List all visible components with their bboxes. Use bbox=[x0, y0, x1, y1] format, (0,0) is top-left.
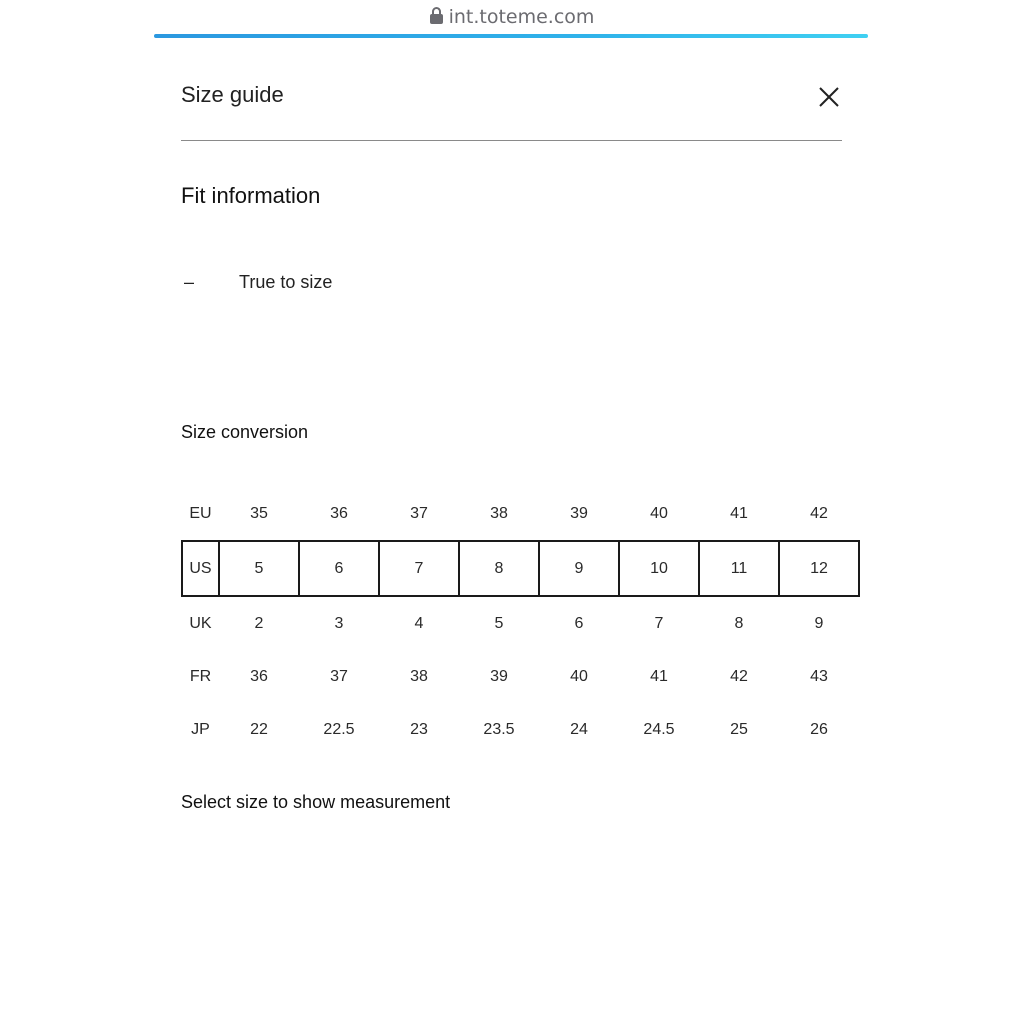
size-cell[interactable]: 8 bbox=[459, 541, 539, 596]
size-cell[interactable]: 40 bbox=[570, 667, 588, 685]
size-cell[interactable]: 6 bbox=[574, 614, 584, 632]
size-row-us bbox=[182, 541, 859, 596]
size-cell[interactable]: 5 bbox=[219, 541, 299, 596]
measurement-hint: Select size to show measurement bbox=[181, 792, 451, 812]
fit-item bbox=[181, 272, 332, 293]
page-title: Size guide bbox=[181, 82, 284, 107]
size-cell[interactable]: 23 bbox=[410, 720, 428, 738]
size-cell[interactable]: 23.5 bbox=[483, 720, 515, 738]
size-cell[interactable]: 3 bbox=[334, 614, 344, 632]
size-conversion-table bbox=[181, 487, 860, 756]
page-load-progress-bar bbox=[154, 34, 868, 38]
size-cell[interactable]: 41 bbox=[650, 667, 668, 685]
size-cell[interactable]: 24 bbox=[570, 720, 588, 738]
size-system-label: FR bbox=[189, 667, 212, 685]
lock-icon bbox=[430, 7, 443, 24]
size-cell[interactable]: 35 bbox=[250, 504, 268, 522]
size-system-label: EU bbox=[189, 504, 212, 522]
size-cell[interactable]: 6 bbox=[299, 541, 379, 596]
fit-information-heading: Fit information bbox=[181, 183, 321, 208]
size-cell[interactable]: 41 bbox=[730, 504, 748, 522]
size-cell[interactable]: 22 bbox=[250, 720, 268, 738]
size-cell[interactable]: 2 bbox=[254, 614, 264, 632]
size-system-label: US bbox=[182, 541, 219, 596]
size-cell[interactable]: 9 bbox=[539, 541, 619, 596]
size-cell[interactable]: 24.5 bbox=[643, 720, 675, 738]
dash-bullet: – bbox=[184, 272, 195, 292]
size-cell[interactable]: 36 bbox=[330, 504, 348, 522]
size-cell[interactable]: 10 bbox=[619, 541, 699, 596]
size-cell[interactable]: 7 bbox=[379, 541, 459, 596]
size-system-label: JP bbox=[191, 720, 210, 738]
size-cell[interactable]: 26 bbox=[810, 720, 828, 738]
size-cell[interactable]: 38 bbox=[410, 667, 428, 685]
size-cell[interactable]: 37 bbox=[410, 504, 428, 522]
browser-url-bar[interactable] bbox=[0, 0, 1024, 36]
url-display[interactable] bbox=[0, 6, 1024, 28]
size-cell[interactable]: 40 bbox=[650, 504, 668, 522]
url-text: int.toteme.com bbox=[448, 6, 595, 28]
size-cell[interactable]: 5 bbox=[494, 614, 504, 632]
size-conversion-heading: Size conversion bbox=[181, 422, 309, 442]
size-cell[interactable]: 39 bbox=[570, 504, 588, 522]
size-cell[interactable]: 22.5 bbox=[323, 720, 355, 738]
size-cell[interactable]: 11 bbox=[699, 541, 779, 596]
size-cell[interactable]: 7 bbox=[654, 614, 664, 632]
size-cell[interactable]: 4 bbox=[414, 614, 424, 632]
size-cell[interactable]: 39 bbox=[490, 667, 508, 685]
size-row-jp bbox=[182, 703, 859, 756]
size-cell[interactable]: 38 bbox=[490, 504, 508, 522]
size-cell[interactable]: 25 bbox=[730, 720, 748, 738]
size-cell[interactable]: 9 bbox=[814, 614, 824, 632]
size-cell[interactable]: 43 bbox=[810, 667, 828, 685]
size-row-fr bbox=[182, 650, 859, 703]
size-row-uk bbox=[182, 596, 859, 650]
size-system-label: UK bbox=[189, 614, 212, 632]
close-button[interactable] bbox=[818, 86, 840, 108]
size-cell[interactable]: 37 bbox=[330, 667, 348, 685]
size-cell[interactable]: 36 bbox=[250, 667, 268, 685]
fit-item-text: True to size bbox=[239, 272, 333, 292]
size-row-eu bbox=[182, 487, 859, 541]
size-guide-header bbox=[181, 80, 842, 141]
size-cell[interactable]: 12 bbox=[779, 541, 859, 596]
close-icon bbox=[818, 86, 840, 108]
size-cell[interactable]: 8 bbox=[734, 614, 744, 632]
size-cell[interactable]: 42 bbox=[810, 504, 828, 522]
size-cell[interactable]: 42 bbox=[730, 667, 748, 685]
